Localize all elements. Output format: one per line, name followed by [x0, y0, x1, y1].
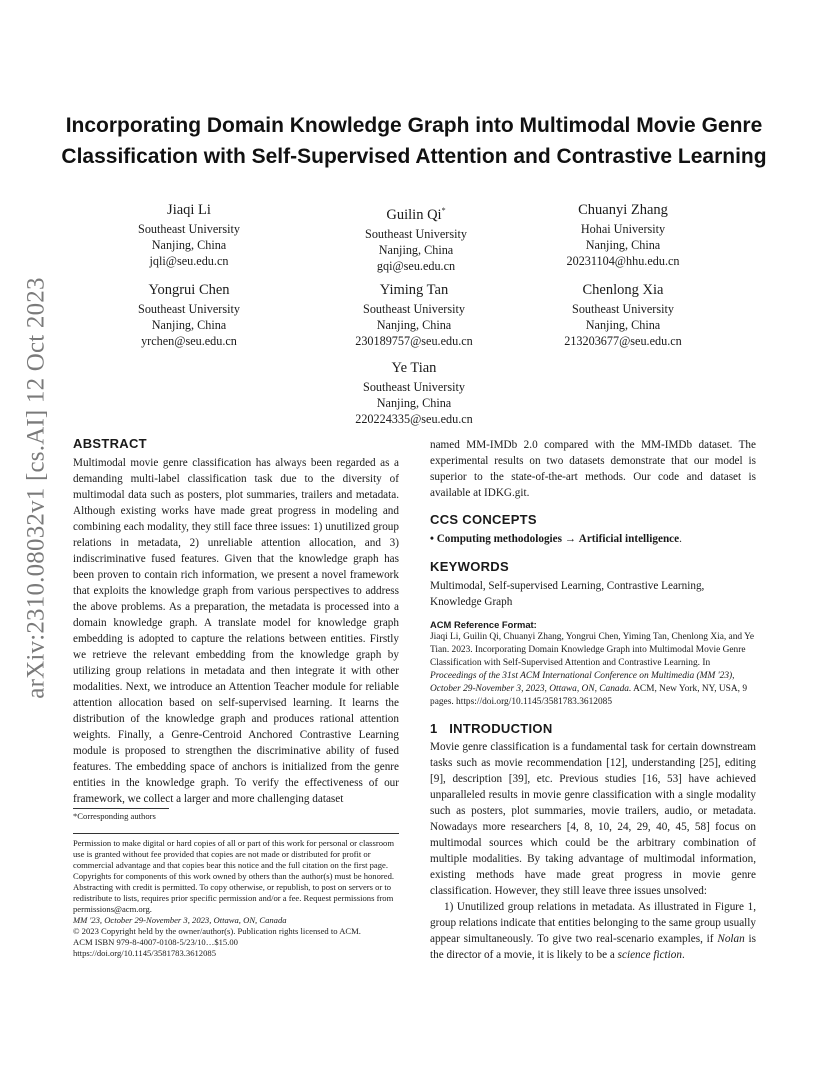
- author-affiliation: Southeast University: [138, 222, 240, 236]
- author-name: Ye Tian: [391, 360, 437, 376]
- author-email: 213203677@seu.edu.cn: [564, 334, 682, 348]
- author-block: [89, 201, 289, 269]
- acm-ref-text: Jiaqi Li, Guilin Qi, Chuanyi Zhang, Yongrui Chen, Yiming Tan, Chenlong Xia, and Ye Tian. 2023. Incorporating Domain Knowledge Graph into Multimodal Movie Genre Classification with Self-Supervised Attention and Contrastive Learning. In Proceedings of the 31st ACM International Conference on Multimedia (MM '23), October 29-November 3, 2023, Ottawa, ON, Canada. ACM, New York, NY, USA, 9 pages. https://doi.org/10.1145/3581783.3612085: [430, 632, 755, 707]
- author-location: Nanjing, China: [378, 242, 454, 257]
- footnote-rule: [73, 808, 169, 809]
- author-affiliation: Southeast University: [138, 302, 240, 316]
- corresponding-mark: *: [441, 206, 446, 215]
- author-location: Nanjing, China: [585, 318, 661, 332]
- copyright-line: © 2023 Copyright held by the owner/author(s). Publication rights licensed to ACM.: [73, 926, 361, 936]
- author-email: 220224335@seu.edu.cn: [355, 412, 473, 426]
- author-block: [523, 281, 723, 349]
- author-affiliation: Southeast University: [363, 302, 465, 316]
- author-affiliation: Southeast University: [572, 302, 674, 316]
- author-block: [314, 359, 514, 427]
- author-affiliation: Southeast University: [365, 226, 467, 241]
- author-block: [89, 281, 289, 349]
- isbn-line: ACM ISBN 979-8-4007-0108-5/23/10…$15.00: [73, 937, 238, 947]
- intro-heading: 1 INTRODUCTION: [430, 721, 553, 736]
- abstract-text: Multimodal movie genre classification has always been regarded as a demanding multi-label classification task due to the diversity of multimodal data such as posters, plot summaries, trailers and metadata. Although existing works have made great progress in modeling and combining each modality, they still face three issues: 1) unutilized group relations in metadata, 2) unreliable attention allocation, and 3) indiscriminative fused features. Given that the knowledge graph has been proven to contain rich information, we present a novel framework that exploits the knowledge graph from various perspectives to address the above problems. As a preparation, the metadata is processed into a domain knowledge graph. A translate model for knowledge graph embedding is adopted to capture the relations between entities. Firstly we retrieve the relevant embedding from the knowledge graph by utilizing group relations in metadata and then integrate it with other modalities. Next, we introduce an Attention Teacher module for reliable attention allocation based on self-supervised learning. It learns the distribution of the knowledge graph and produces rational attention weights. Finally, a Genre-Centroid Anchored Contrastive Learning module is proposed to strengthen the discriminative ability of fused features. The embedding space of anchors is initialized from the genre entities in the knowledge graph. To verify the effectiveness of our framework, we collect a larger and more challenging dataset: [73, 457, 399, 805]
- author-name: Chenlong Xia: [582, 282, 664, 298]
- right-column: [430, 437, 756, 963]
- author-email: gqi@seu.edu.cn: [376, 258, 456, 273]
- author-affiliation: Southeast University: [363, 380, 465, 394]
- venue-line: MM '23, October 29-November 3, 2023, Ottawa, ON, Canada: [73, 915, 287, 925]
- author-email: jqli@seu.edu.cn: [149, 254, 229, 268]
- doi-line: https://doi.org/10.1145/3581783.3612085: [73, 948, 216, 958]
- author-location: Nanjing, China: [376, 396, 452, 410]
- ccs-concepts: • Computing methodologies → Artificial intelligence.: [430, 533, 682, 545]
- author-affiliation: Hohai University: [580, 222, 666, 236]
- ccs-item: Computing methodologies: [436, 533, 562, 545]
- author-block: [523, 201, 723, 269]
- author-block: [314, 281, 514, 349]
- author-location: Nanjing, China: [151, 318, 227, 332]
- author-name: Guilin Qi*: [386, 206, 446, 223]
- paper-title: Incorporating Domain Knowledge Graph into Multimodal Movie Genre Classification with Self-Supervised Attention and Contrastive Learning: [61, 114, 767, 168]
- permission-block: [73, 838, 399, 959]
- permission-text: Permission to make digital or hard copies of all or part of this work for personal or classroom use is granted without fee provided that copies are not made or distributed for profit or commercial advantage and that copies bear this notice and the full citation on the first page. Copyrights for components of this work owned by others than the author(s) must be honored. Abstracting with credit is permitted. To copy otherwise, or republish, to post on servers or to redistribute to lists, requires prior specific permission and/or a fee. Request permissions from permissions@acm.org.: [73, 838, 395, 914]
- author-block: [316, 201, 516, 274]
- author-name: Yiming Tan: [379, 282, 449, 298]
- author-location: Nanjing, China: [151, 238, 227, 252]
- arxiv-stamp: [22, 277, 52, 699]
- author-email: 230189757@seu.edu.cn: [355, 334, 473, 348]
- abstract-heading: ABSTRACT: [73, 436, 147, 451]
- intro-paragraph-2: 1) Unutilized group relations in metadata. As illustrated in Figure 1, group relations indicate that entities belonging to the same group usually appear simultaneously. To give two real-scenario examples, if Nolan is the director of a movie, it is likely to be a science fiction.: [430, 901, 757, 961]
- author-name: Chuanyi Zhang: [578, 202, 668, 218]
- intro-paragraph-1: Movie genre classification is a fundamental task for certain downstream tasks such as movie recommendation [12], understanding [25], editing [9], description [39], etc. Previous studies [16, 53] have achieved unparalleled results in movie genre classification with a single modality such as posters, plot summaries, movie trailers, audio, or metadata. Nowadays more researchers [4, 8, 10, 24, 29, 40, 45, 58] focus on multimodal sources which could be the arbitrary combination of multiple modalities. By taking advantage of multimodal information, existing methods have made great progress in movie genre classification. However, they still leave three issues unsolved:: [430, 741, 756, 897]
- author-name: Yongrui Chen: [148, 282, 230, 298]
- acm-ref-heading: ACM Reference Format:: [430, 619, 537, 630]
- ccs-item: Artificial intelligence: [578, 533, 680, 545]
- author-name: Jiaqi Li: [167, 202, 211, 218]
- abstract-continued: named MM-IMDb 2.0 compared with the MM-IMDb dataset. The experimental results on two datasets demonstrate that our model is superior to the state-of-the-art methods. Our code and dataset is available at IDKG.git.: [430, 439, 756, 499]
- arxiv-id: arXiv:2310.08032v1 [cs.AI] 12 Oct 2023: [23, 277, 51, 699]
- author-location: Nanjing, China: [585, 238, 661, 252]
- keywords-text: Multimodal, Self-supervised Learning, Contrastive Learning, Knowledge Graph: [430, 580, 705, 608]
- abstract-section: [73, 435, 399, 807]
- author-email: yrchen@seu.edu.cn: [141, 334, 237, 348]
- keywords-heading: KEYWORDS: [430, 559, 509, 574]
- author-location: Nanjing, China: [376, 318, 452, 332]
- footnote: *Corresponding authors: [73, 811, 156, 821]
- ccs-heading: CCS CONCEPTS: [430, 512, 537, 527]
- permission-rule: [73, 833, 399, 834]
- author-email: 20231104@hhu.edu.cn: [566, 254, 680, 268]
